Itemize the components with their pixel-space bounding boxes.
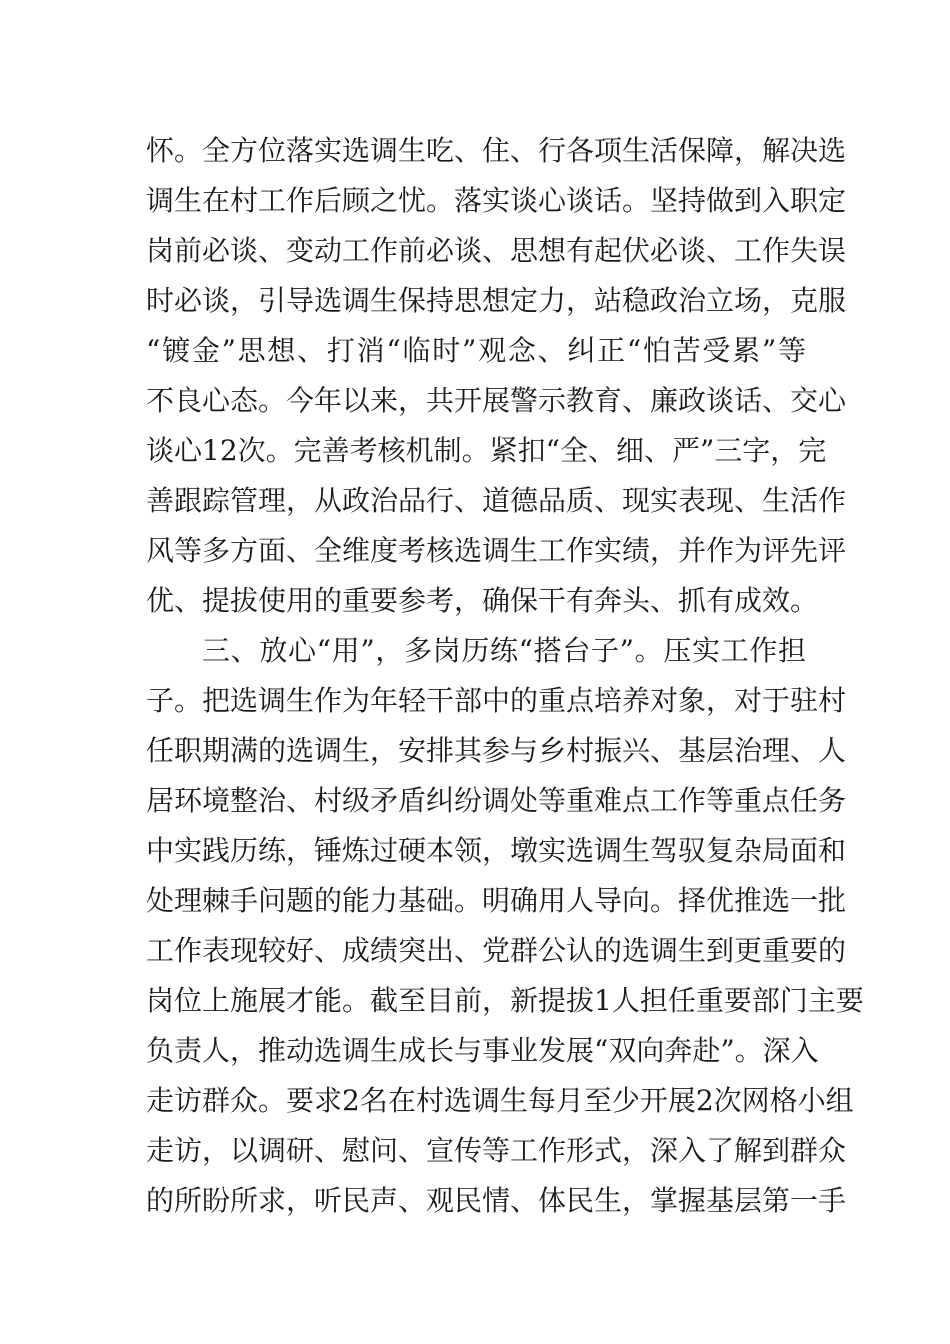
text-line: 时必谈，引导选调生保持思想定力，站稳政治立场，克服 bbox=[146, 284, 847, 317]
text-line: 怀。全方位落实选调生吃、住、行各项生活保障，解决选 bbox=[146, 134, 847, 167]
text-line: 中实践历练，锤炼过硬本领，墩实选调生驾驭复杂局面和 bbox=[146, 834, 847, 867]
text-line: 处理棘手问题的能力基础。明确用人导向。择优推选一批 bbox=[146, 884, 847, 917]
text-line: 走访群众。要求2名在村选调生每月至少开展2次网格小组 bbox=[146, 1084, 854, 1117]
text-line: 工作表现较好、成绩突出、党群公认的选调生到更重要的 bbox=[146, 934, 847, 967]
text-line: 走访，以调研、慰问、宣传等工作形式，深入了解到群众 bbox=[146, 1134, 847, 1167]
text-line: 谈心12次。完善考核机制。紧扣“全、细、严”三字，完 bbox=[146, 434, 827, 467]
text-line: 的所盼所求，听民声、观民情、体民生，掌握基层第一手 bbox=[146, 1184, 847, 1217]
text-line: 负责人，推动选调生成长与事业发展“双向奔赴”。深入 bbox=[146, 1034, 819, 1067]
text-line: 子。把选调生作为年轻干部中的重点培养对象，对于驻村 bbox=[146, 684, 847, 717]
text-line: 风等多方面、全维度考核选调生工作实绩，并作为评先评 bbox=[146, 534, 847, 567]
text-line: 善跟踪管理，从政治品行、道德品质、现实表现、生活作 bbox=[146, 484, 847, 517]
text-line: 任职期满的选调生，安排其参与乡村振兴、基层治理、人 bbox=[146, 734, 847, 767]
text-line: 岗位上施展才能。截至目前，新提拔1人担任重要部门主要 bbox=[146, 984, 864, 1017]
section-heading-line: 三、放心“用”，多岗历练“搭台子”。压实工作担 bbox=[202, 634, 806, 667]
text-line: 不良心态。今年以来，共开展警示教育、廉政谈话、交心 bbox=[146, 384, 847, 417]
text-line: 岗前必谈、变动工作前必谈、思想有起伏必谈、工作失误 bbox=[146, 234, 847, 267]
text-line: “镀金”思想、打消“临时”观念、纠正“怕苦受累”等 bbox=[146, 334, 806, 367]
text-line: 优、提拔使用的重要参考，确保干有奔头、抓有成效。 bbox=[146, 584, 819, 617]
text-line: 居环境整治、村级矛盾纠纷调处等重难点工作等重点任务 bbox=[146, 784, 847, 817]
text-line: 调生在村工作后顾之忧。落实谈心谈话。坚持做到入职定 bbox=[146, 184, 847, 217]
